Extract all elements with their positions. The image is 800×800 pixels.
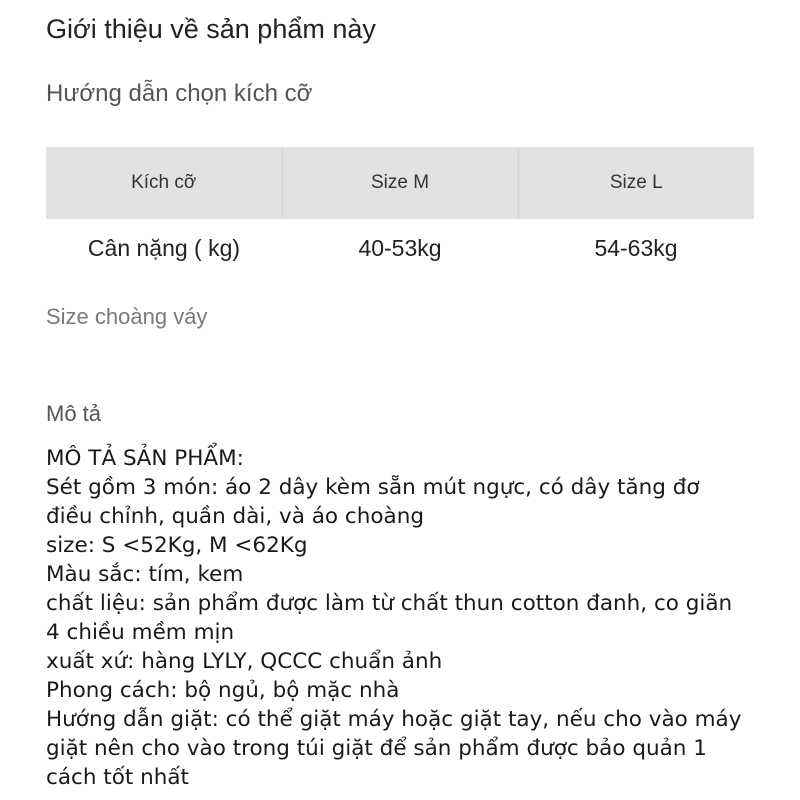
size-guide-title: Hướng dẫn chọn kích cỡ [46,80,313,107]
description-line: chất liệu: sản phẩm được làm từ chất thun cotton đanh, co giãn 4 chiều mềm mịn [46,591,733,645]
description-line: size: S <52Kg, M <62Kg [46,533,308,558]
column-header-size: Kích cỡ [46,147,282,219]
table-row [46,219,754,277]
size-table-header-row [46,147,754,219]
description-line: Màu sắc: tím, kem [46,562,244,587]
column-header-size-m: Size M [282,147,518,219]
description-line: xuất xứ: hàng LYLY, QCCC chuẩn ảnh [46,649,443,674]
description-title: Mô tả [46,401,102,426]
description-line: Sét gồm 3 món: áo 2 dây kèm sẵn mút ngực, có dây tăng đơ điều chỉnh, quần dài, và áo choàng [46,475,700,529]
column-header-size-l: Size L [518,147,754,219]
description-line: Phong cách: bộ ngủ, bộ mặc nhà [46,678,400,703]
description-line: MÔ TẢ SẢN PHẨM: [46,446,244,471]
description-body [46,444,746,792]
cell-weight-size-l: 54-63kg [594,234,678,261]
cell-weight-size-m: 40-53kg [358,234,442,261]
description-line: Hướng dẫn giặt: có thể giặt máy hoặc giặt tay, nếu cho vào máy giặt nên cho vào trong túi giặt để sản phẩm được bảo quản 1 cách tốt nhất [46,707,742,790]
size-note: Size choàng váy [46,304,208,329]
row-label-weight: Cân nặng ( kg) [87,234,241,261]
size-table [46,147,754,277]
page-title: Giới thiệu về sản phẩm này [46,14,376,44]
